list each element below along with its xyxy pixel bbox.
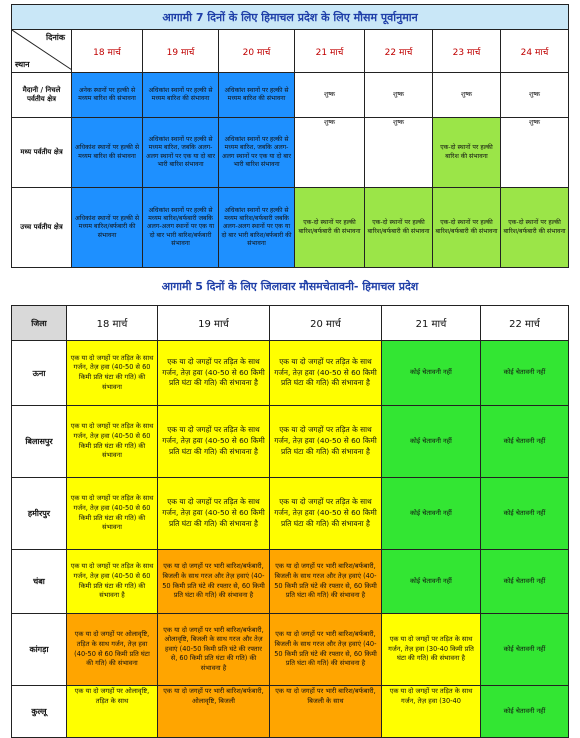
region-label: उच्च पर्वतीय क्षेत्र [12,188,72,268]
forecast-cell: अधिकांश स्थानों पर हल्की से मध्यम बारिश/बर्फबारी जबकि अलग-अलग स्थानों पर एक या दो बार भारी बारिश/बर्फबारी संभावना [143,188,219,268]
warning-cell: एक या दो जगहों पर भारी बारिश/बर्फबारी, बिजली के साथ गरज और तेज़ हवाएं (40-50 किमी प्रति घंटे की रफ्तार से, 60 किमी प्रति घंटा की गति) की संभावना है [158,550,270,614]
forecast-date: 22 मार्च [365,30,433,73]
forecast-cell: अधिकांश स्थानों पर हल्की से मध्यम बारिश, जबकि अलग-अलग स्थानों पर एक या दो बार भारी बारिश संभावना [219,118,295,188]
warning-cell: कोई चेतावनी नहीं [481,406,569,478]
district-name: बिलासपुर [12,406,67,478]
district-name: कुल्लू [12,686,67,738]
warnings-title: आगामी 5 दिनों के लिए जिलावार मौसमचेतावनी- हिमाचल प्रदेश [161,280,419,293]
warning-cell: एक या दो जगहों पर तड़ित के साथ गर्जन, तेज़ हवा (40-50 से 60 किमी प्रति घंटा की गति) की संभावना है [67,550,158,614]
warning-date: 18 मार्च [67,306,158,341]
district-row-una [12,341,569,406]
warning-cell: एक या दो जगहों पर तड़ित के साथ गर्जन, तेज़ हवा (40-50 से 60 किमी प्रति घंटा की गति) की संभावना है [270,406,382,478]
forecast-cell: अधिकांश स्थानों पर हल्की से मध्यम बारिश की संभावना [143,73,219,118]
forecast-table [11,4,569,268]
forecast-cell: शुष्क [501,118,569,188]
forecast-date: 20 मार्च [219,30,295,73]
warning-cell: कोई चेतावनी नहीं [382,341,481,406]
warning-cell: एक या दो जगहों पर तड़ित के साथ गर्जन, तेज़ हवा (40-50 से 60 किमी प्रति घंटा की गति) की संभावना [67,478,158,550]
warning-date: 22 मार्च [481,306,569,341]
forecast-date: 24 मार्च [501,30,569,73]
district-name: चंबा [12,550,67,614]
forecast-cell: शुष्क [365,73,433,118]
district-name: कांगड़ा [12,614,67,686]
forecast-row-plains [12,73,569,118]
forecast-cell: एक-दो स्थानों पर हल्की बारिश की संभावना [433,118,501,188]
warning-cell: एक या दो जगहों पर भारी बारिश/बर्फबारी, ओलावृष्टि, बिजली के साथ गरज और तेज़ हवाएं (40-50 किमी प्रति घंटे की रफ्तार से, 60 किमी प्रति घंटा की गति) की संभावना है [158,614,270,686]
district-row-chamba [12,550,569,614]
warning-cell: एक या दो जगहों पर तड़ित के साथ गर्जन, तेज़ हवा (40-50 से 60 किमी प्रति घंटा की गति) की संभावना है [158,478,270,550]
forecast-cell: अधिकांश स्थानों पर हल्की से मध्यम बारिश/बर्फबारी की संभावना [72,188,143,268]
forecast-row-mid-hills [12,118,569,188]
forecast-cell: शुष्क [501,73,569,118]
warning-cell: कोई चेतावनी नहीं [481,686,569,738]
forecast-cell: अधिकांश स्थानों पर हल्की से मध्यम बारिश, जबकि अलग-अलग स्थानों पर एक या दो बार भारी बारिश संभावना [143,118,219,188]
warning-cell: एक या दो जगहों पर तड़ित के साथ गर्जन, तेज़ हवा (30-40 किमी प्रति घंटा की गति) की संभावना है [382,614,481,686]
warning-cell: एक या दो जगहों पर तड़ित के साथ गर्जन, तेज़ हवा (40-50 से 60 किमी प्रति घंटा की गति) की संभावना है [158,406,270,478]
forecast-cell: अनेक स्थानों पर हल्की से मध्यम बारिश की संभावना [72,73,143,118]
region-label: मध्य पर्वतीय क्षेत्र [12,118,72,188]
forecast-date: 23 मार्च [433,30,501,73]
forecast-cell: अधिकांश स्थानों पर हल्की से मध्यम बारिश की संभावना [72,118,143,188]
district-row-bilaspur [12,406,569,478]
warning-date: 20 मार्च [270,306,382,341]
district-name: हमीरपुर [12,478,67,550]
warning-cell: कोई चेतावनी नहीं [382,550,481,614]
warning-cell: कोई चेतावनी नहीं [481,614,569,686]
warning-date: 19 मार्च [158,306,270,341]
warning-cell: एक या दो जगहों पर तड़ित के साथ गर्जन, तेज़ हवा (40-50 से 60 किमी प्रति घंटा की गति) की संभावना [67,341,158,406]
forecast-cell: अधिकांश स्थानों पर हल्की से मध्यम बारिश की संभावना [219,73,295,118]
forecast-cell: शुष्क [295,118,365,188]
warning-cell: कोई चेतावनी नहीं [382,406,481,478]
corner-header [12,30,72,73]
warning-cell: एक या दो जगहों पर भारी बारिश/बर्फबारी, बिजली के साथ गरज और तेज़ हवाएं (40-50 किमी प्रति घंटे की रफ्तार से, 60 किमी प्रति घंटा की गति) की संभावना है [270,550,382,614]
district-row-hamirpur [12,478,569,550]
forecast-date: 18 मार्च [72,30,143,73]
forecast-cell: शुष्क [295,73,365,118]
forecast-cell: एक-दो स्थानों पर हल्की बारिश/बर्फबारी की संभावना [365,188,433,268]
warning-cell: कोई चेतावनी नहीं [481,478,569,550]
forecast-cell: शुष्क [433,73,501,118]
warning-cell: एक या दो जगहों पर ओलावृष्टि, तड़ित के साथ गर्जन, तेज़ हवा (40-50 से 60 किमी प्रति घंटा की गति) की संभावना [67,614,158,686]
forecast-cell: एक-दो स्थानों पर हल्की बारिश/बर्फबारी की संभावना [295,188,365,268]
forecast-date: 21 मार्च [295,30,365,73]
forecast-cell: अधिकांश स्थानों पर हल्की से मध्यम बारिश/बर्फबारी जबकि अलग-अलग स्थानों पर एक या दो बार भारी बारिश/बर्फबारी की संभावना [219,188,295,268]
warning-cell: एक या दो जगहों पर तड़ित के साथ गर्जन, तेज़ हवा (40-50 से 60 किमी प्रति घंटा की गति) की संभावना है [158,341,270,406]
warning-cell: कोई चेतावनी नहीं [481,341,569,406]
district-row-kullu [12,686,569,738]
warning-cell: एक या दो जगहों पर तड़ित के साथ गर्जन, तेज़ हवा (40-50 से 60 किमी प्रति घंटा की गति) की संभावना है [270,341,382,406]
corner-place-label: स्थान [15,60,30,69]
warning-cell: एक या दो जगहों पर ओलावृष्टि, तड़ित के साथ [67,686,158,738]
district-name: ऊना [12,341,67,406]
warning-cell: एक या दो जगहों पर भारी बारिश/बर्फबारी, बिजली के साथ [270,686,382,738]
forecast-date: 19 मार्च [143,30,219,73]
warning-cell: कोई चेतावनी नहीं [481,550,569,614]
warning-cell: एक या दो जगहों पर तड़ित के साथ गर्जन, तेज़ हवा (40-50 से 60 किमी प्रति घंटा की गति) की संभावना [67,406,158,478]
corner-date-label: दिनांक [46,33,65,42]
forecast-row-high-hills [12,188,569,268]
forecast-cell: एक-दो स्थानों पर हल्की बारिश/बर्फबारी की संभावना [433,188,501,268]
forecast-title: आगामी 7 दिनों के लिए हिमाचल प्रदेश के लिए मौसम पूर्वानुमान [12,5,569,30]
region-label: मैदानी / निचले पर्वतीय क्षेत्र [12,73,72,118]
district-row-kangra [12,614,569,686]
warning-cell: एक या दो जगहों पर भारी बारिश/बर्फबारी, ओलावृष्टि, बिजली [158,686,270,738]
warning-cell: कोई चेतावनी नहीं [382,478,481,550]
district-column-header: जिला [12,306,67,341]
warning-date: 21 मार्च [382,306,481,341]
forecast-cell: एक-दो स्थानों पर हल्की बारिश/बर्फबारी की संभावना [501,188,569,268]
forecast-cell: शुष्क [365,118,433,188]
district-warnings-table [11,305,569,738]
warning-cell: एक या दो जगहों पर भारी बारिश/बर्फबारी, बिजली के साथ गरज और तेज़ हवाएं (40-50 किमी प्रति घंटे की रफ्तार से, 60 किमी प्रति घंटा की गति) की संभावना है [270,614,382,686]
warning-cell: एक या दो जगहों पर तड़ित के साथ गर्जन, तेज़ हवा (40-50 से 60 किमी प्रति घंटा की गति) की संभावना है [270,478,382,550]
warning-cell: एक या दो जगहों पर तड़ित के साथ गर्जन, तेज़ हवा (30-40 [382,686,481,738]
